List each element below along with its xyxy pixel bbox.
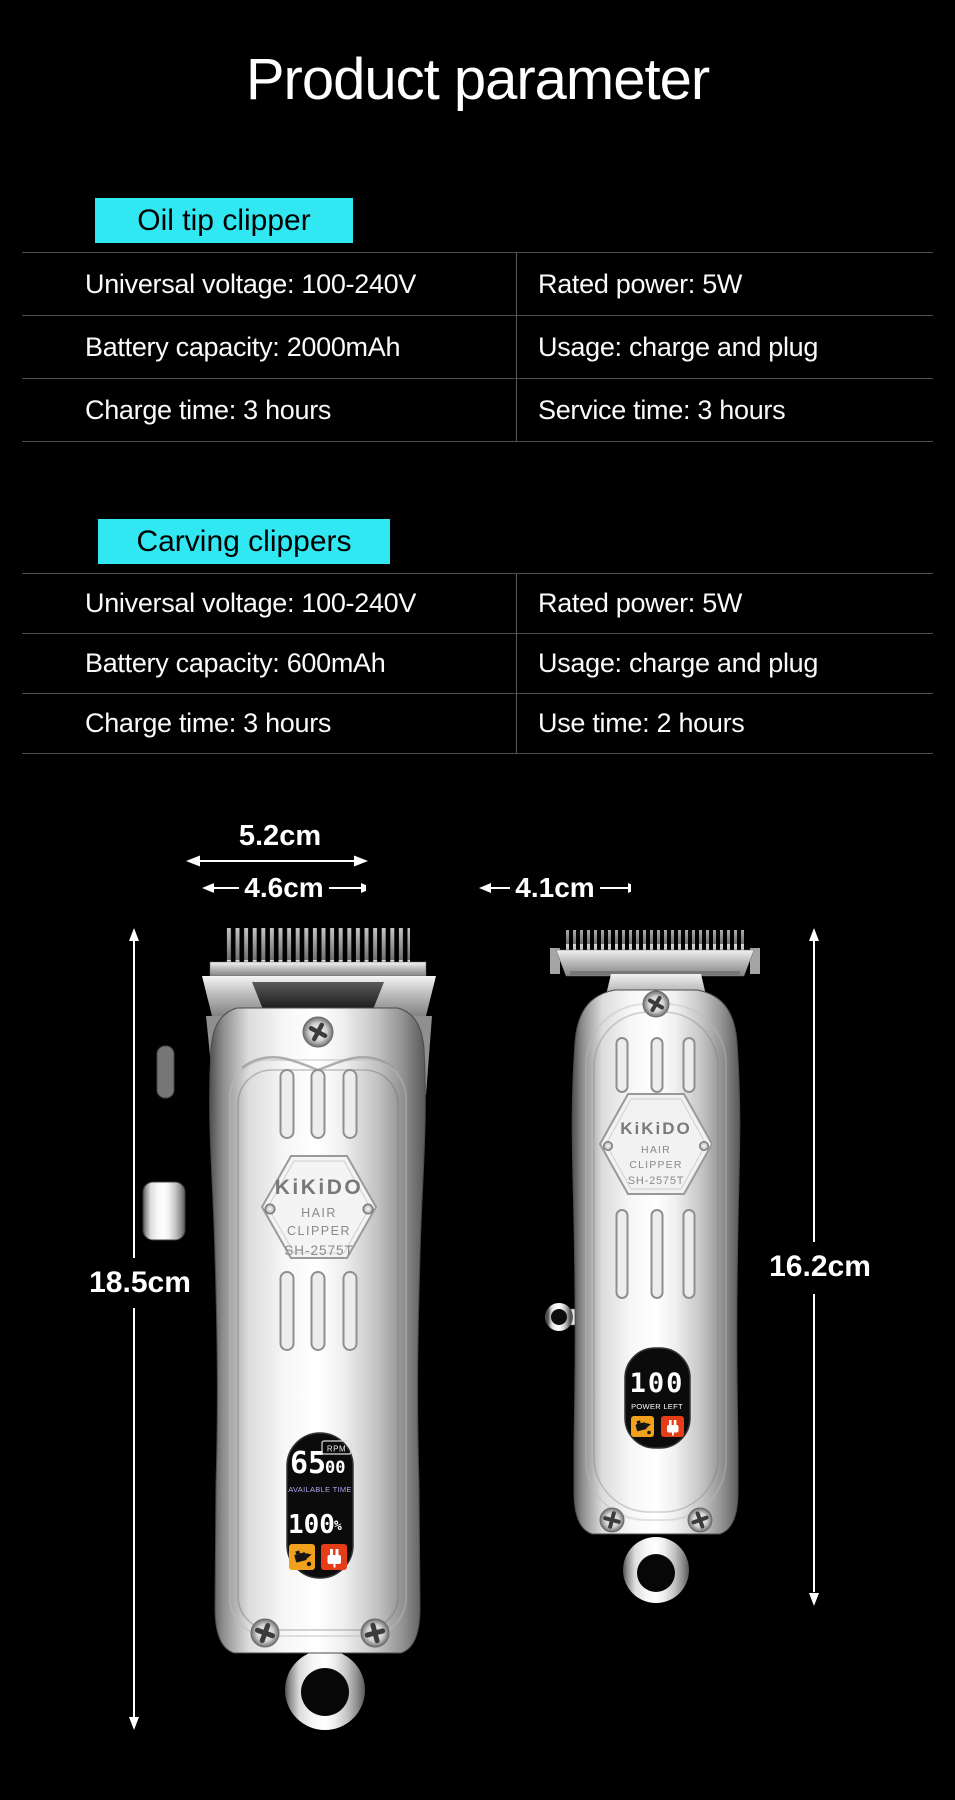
- clipper-product-image: [130, 920, 490, 1740]
- trimmer-product-image: [480, 920, 830, 1620]
- spec-cell: Universal voltage: 100-240V: [22, 252, 516, 315]
- moving-blade: [210, 962, 426, 976]
- taper-lever: [143, 1182, 185, 1240]
- badge-model: SH-2575T: [284, 1243, 354, 1258]
- rpm-value: 65: [290, 1446, 327, 1481]
- spec-table-oil-tip-clipper: [22, 252, 933, 442]
- section-label-text: Oil tip clipper: [137, 203, 311, 237]
- spec-cell: Rated power: 5W: [516, 573, 933, 633]
- oil-icon: [289, 1544, 315, 1570]
- badge-line2: CLIPPER: [287, 1224, 351, 1238]
- hanging-ring: [623, 1537, 689, 1603]
- oil-icon: [631, 1416, 654, 1437]
- arrow-left-icon: [202, 881, 239, 895]
- screw-icon: [303, 1017, 333, 1047]
- badge-screw-icon: [700, 1142, 709, 1151]
- badge-line1: HAIR: [641, 1144, 671, 1156]
- badge-screw-icon: [265, 1204, 275, 1214]
- section-label-text: Carving clippers: [136, 524, 352, 558]
- available-time-label: AVAILABLE TIME: [288, 1485, 352, 1494]
- spec-cell: Use time: 2 hours: [516, 693, 933, 753]
- spec-cell: Battery capacity: 2000mAh: [22, 315, 516, 378]
- dim-label-trimmer-width: 4.1cm: [515, 872, 595, 903]
- spec-cell: Charge time: 3 hours: [22, 693, 516, 753]
- badge-screw-icon: [604, 1142, 613, 1151]
- brand-name: KiKiDO: [274, 1176, 364, 1199]
- spec-cell: Universal voltage: 100-240V: [22, 573, 516, 633]
- vent-slots-lower: [617, 1210, 695, 1298]
- screw-icon: [251, 1619, 279, 1647]
- badge-screw-icon: [363, 1204, 373, 1214]
- hanging-ring: [285, 1650, 365, 1730]
- spec-table-carving-clippers: [22, 573, 933, 754]
- spec-cell: Usage: charge and plug: [516, 633, 933, 693]
- plug-icon: [321, 1544, 347, 1570]
- screw-icon: [643, 991, 669, 1017]
- dim-row-clipper-body-width: [202, 872, 366, 904]
- percent-sign: %: [334, 1519, 342, 1534]
- brand-name: KiKiDO: [620, 1119, 692, 1138]
- arrow-right-icon: [600, 881, 631, 895]
- vent-slots-lower: [281, 1272, 357, 1350]
- dim-label-clipper-blade-width: 5.2cm: [238, 820, 322, 852]
- rpm-value-sub: 00: [325, 1458, 346, 1478]
- spec-cell: Charge time: 3 hours: [22, 378, 516, 441]
- blade-teeth: [223, 928, 410, 966]
- arrow-left-icon: [479, 881, 510, 895]
- screw-icon: [688, 1508, 712, 1532]
- horizontal-arrow-icon: [186, 853, 368, 869]
- section-label-oil-tip-clipper: [95, 198, 353, 243]
- battery-value: 100: [629, 1368, 685, 1399]
- dim-label-trimmer-height: 16.2cm: [769, 1250, 871, 1283]
- dim-row-trimmer-width: [479, 872, 631, 904]
- badge-line1: HAIR: [301, 1206, 337, 1220]
- vent-slots-upper: [281, 1070, 357, 1138]
- lcd-display: [287, 1433, 353, 1578]
- dim-label-clipper-body-width: 4.6cm: [244, 872, 324, 903]
- dim-label-clipper-height: 18.5cm: [89, 1266, 191, 1299]
- badge-model: SH-2575T: [627, 1175, 685, 1187]
- spec-cell: Service time: 3 hours: [516, 378, 933, 441]
- section-label-carving-clippers: [98, 519, 390, 564]
- spec-cell: Battery capacity: 600mAh: [22, 633, 516, 693]
- page-title: Product parameter: [245, 47, 710, 112]
- side-tab: [157, 1046, 174, 1098]
- rpm-unit-label: RPM: [326, 1444, 347, 1454]
- screw-icon: [600, 1508, 624, 1532]
- vent-slots-upper: [617, 1038, 695, 1092]
- arrow-right-icon: [329, 881, 366, 895]
- blade-teeth: [565, 930, 745, 952]
- spec-cell: Rated power: 5W: [516, 252, 933, 315]
- spec-cell: Usage: charge and plug: [516, 315, 933, 378]
- screw-icon: [361, 1619, 389, 1647]
- badge-line2: CLIPPER: [629, 1159, 683, 1171]
- plug-icon: [661, 1416, 684, 1437]
- lcd-display: [625, 1348, 690, 1448]
- power-left-label: POWER LEFT: [631, 1402, 683, 1411]
- battery-percent-value: 100: [288, 1510, 335, 1540]
